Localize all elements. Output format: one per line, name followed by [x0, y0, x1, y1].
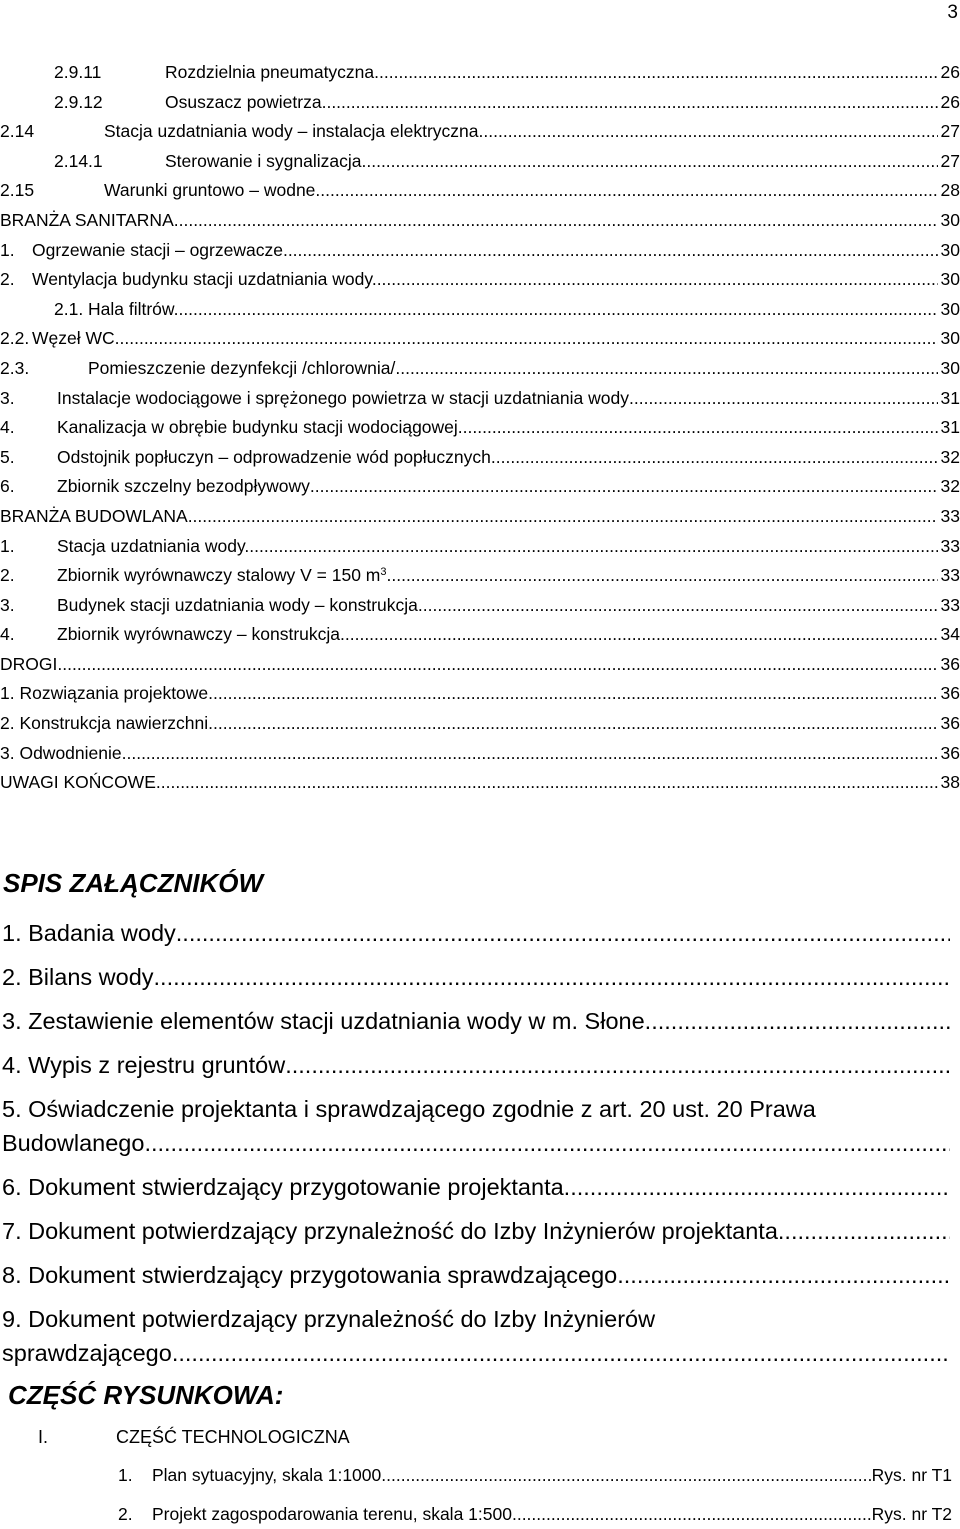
toc-entry-title: Stacja uzdatniania wody – instalacja elektryczna. — [104, 121, 484, 142]
toc-leader-dots — [496, 443, 938, 473]
toc-entry[interactable] — [0, 620, 960, 650]
toc-entry-title: 1. Rozwiązania projektowe — [0, 683, 209, 704]
toc-leader-dots — [161, 768, 938, 798]
toc-entry-title: Wentylacja budynku stacji uzdatniania wody. — [32, 269, 377, 290]
attachment-item[interactable] — [0, 916, 950, 950]
toc-entry[interactable] — [0, 236, 960, 266]
toc-entry-number: 4. — [0, 624, 15, 645]
toc-entry-page: 36 — [940, 742, 960, 763]
toc-entry-title: Instalacje wodociągowe i sprężonego powietrza w stacji uzdatniania wody — [57, 387, 629, 408]
toc-entry-page: 36 — [940, 653, 960, 674]
toc-entry-title: Hala filtrów. — [88, 298, 179, 319]
toc-entry-number: 2.14 — [0, 121, 35, 142]
toc-entry-number: 2.9.12 — [54, 91, 103, 112]
toc-entry[interactable] — [0, 413, 960, 443]
toc-entry-title: Kanalizacja w obrębie budynku stacji wodociągowej. — [57, 417, 463, 438]
attachment-title-line: 9. Dokument potwierdzający przynależność do Izby Inżynierów — [2, 1306, 656, 1332]
drawings-category-number: I. — [38, 1427, 49, 1447]
toc-entry-title: BRANŻA BUDOWLANA — [0, 505, 188, 526]
toc-leader-dots — [377, 265, 938, 295]
toc-entry-page: 30 — [940, 209, 960, 230]
toc-leader-dots — [379, 58, 938, 88]
toc-entry-number: 3. — [0, 387, 15, 408]
toc-entry[interactable] — [0, 709, 960, 739]
toc-entry-page: 30 — [940, 328, 960, 349]
toc-entry[interactable] — [0, 176, 960, 206]
toc-entry-page: 28 — [940, 180, 960, 201]
attachment-title: 2. Bilans wody — [2, 964, 154, 990]
attachment-title: 7. Dokument potwierdzający przynależność do Izby Inżynierów projektanta — [2, 1218, 778, 1244]
toc-entry-title: BRANŻA SANITARNA — [0, 209, 174, 230]
toc-entry[interactable] — [0, 58, 960, 88]
toc-entry[interactable] — [0, 650, 960, 680]
attachment-leader-dots — [285, 1048, 950, 1082]
toc-entry[interactable] — [0, 147, 960, 177]
page-number: 3 — [947, 2, 958, 23]
attachment-title: sprawdzającego — [2, 1340, 172, 1366]
drawings-heading: CZĘŚĆ RYSUNKOWA: — [8, 1380, 284, 1410]
attachment-leader-dots — [645, 1004, 950, 1038]
attachment-item[interactable] — [0, 1048, 950, 1082]
toc-entry-page: 31 — [940, 417, 960, 438]
toc-leader-dots — [208, 709, 937, 739]
attachment-item[interactable] — [0, 1302, 950, 1370]
drawing-title: Plan sytuacyjny, skala 1:1000 — [152, 1465, 382, 1485]
toc-entry-page: 26 — [940, 62, 960, 82]
attachment-item[interactable] — [0, 960, 950, 994]
toc-entry-page: 33 — [940, 565, 960, 586]
toc-entry-number: 3. — [0, 594, 15, 615]
attachment-title: 8. Dokument stwierdzający przygotowania sprawdzającego — [2, 1262, 618, 1288]
toc-leader-dots — [463, 413, 938, 443]
toc-entry[interactable] — [0, 295, 960, 325]
drawings-category-label: CZĘŚĆ TECHNOLOGICZNA — [116, 1427, 350, 1447]
attachment-title: Budowlanego — [2, 1130, 145, 1156]
toc-entry-page: 27 — [940, 150, 960, 171]
toc-entry[interactable] — [0, 206, 960, 236]
toc-entry-number: 1. — [0, 239, 15, 260]
toc-entry-title: UWAGI KOŃCOWE. — [0, 772, 161, 793]
toc-entry-page: 32 — [940, 476, 960, 497]
toc-leader-dots — [387, 561, 938, 591]
toc-entry[interactable] — [0, 739, 960, 769]
toc-entry-page: 30 — [940, 269, 960, 290]
toc-entry-title: Zbiornik wyrównawczy stalowy V = 150 $m^3$ — [57, 565, 387, 586]
toc-entry-page: 31 — [940, 387, 960, 408]
toc-entry-title: Ogrzewanie stacji – ogrzewacze. — [32, 239, 288, 260]
toc-leader-dots — [122, 739, 938, 769]
toc-entry[interactable] — [0, 768, 960, 798]
toc-entry[interactable] — [0, 532, 960, 562]
toc-entry-number: 6. — [0, 476, 15, 497]
toc-entry[interactable] — [0, 561, 960, 591]
toc-leader-dots — [249, 532, 937, 562]
toc-leader-dots — [57, 650, 937, 680]
toc-entry[interactable] — [0, 265, 960, 295]
toc-leader-dots — [423, 591, 938, 621]
attachment-title: 4. Wypis z rejestru gruntów — [2, 1052, 286, 1078]
attachment-leader-dots — [172, 1336, 950, 1370]
toc-entry-page: 30 — [940, 357, 960, 378]
drawing-number: 2. — [118, 1504, 133, 1524]
toc-entry-title: Zbiornik wyrównawczy – konstrukcja. — [57, 624, 345, 645]
toc-entry-number: 2.2. — [0, 328, 30, 349]
toc-entry[interactable] — [0, 88, 960, 118]
attachment-leader-dots — [778, 1214, 950, 1248]
attachment-item[interactable] — [0, 1170, 950, 1204]
toc-entry-page: 34 — [940, 624, 960, 645]
toc-entry-title: 2. Konstrukcja nawierzchni — [0, 713, 209, 734]
toc-entry-page: 33 — [940, 535, 960, 556]
toc-leader-dots — [483, 117, 937, 147]
toc-entry-title: Rozdzielnia pneumatyczna. — [165, 62, 380, 82]
toc-leader-dots — [320, 176, 937, 206]
toc-entry-number: 2. — [0, 269, 15, 290]
toc-entry-number: 1. — [0, 535, 15, 556]
toc-entry-page: 33 — [940, 594, 960, 615]
toc-entry-title: DROGI — [0, 653, 58, 674]
toc-leader-dots — [345, 620, 938, 650]
toc-entry-title: Warunki gruntowo – wodne. — [104, 180, 321, 201]
attachment-item[interactable] — [0, 1004, 950, 1038]
toc-entry-title: Zbiornik szczelny bezodpływowy — [57, 476, 310, 497]
attachment-item[interactable] — [0, 1092, 950, 1160]
attachments-list — [0, 916, 960, 1380]
toc-entry-number: 2.3. — [0, 357, 30, 378]
toc-entry[interactable] — [0, 591, 960, 621]
attachment-title: 3. Zestawienie elementów stacji uzdatniania wody w m. Słone — [2, 1008, 645, 1034]
drawing-leader-dots — [512, 1502, 872, 1526]
attachment-item[interactable] — [0, 1214, 950, 1248]
toc-entry-number: 4. — [0, 417, 15, 438]
toc-entry-page: 36 — [940, 683, 960, 704]
toc-entry-title: Budynek stacji uzdatniania wody – konstrukcja. — [57, 594, 423, 615]
toc-leader-dots — [366, 147, 937, 177]
toc-leader-dots — [208, 679, 937, 709]
toc-entry[interactable] — [0, 384, 960, 414]
attachment-leader-dots — [564, 1170, 950, 1204]
attachment-title: 1. Badania wody — [2, 920, 176, 946]
attachment-leader-dots — [144, 1126, 950, 1160]
drawing-number: 1. — [118, 1465, 133, 1485]
attachment-leader-dots — [154, 960, 950, 994]
toc-entry-title: Osuszacz powietrza. — [165, 91, 327, 112]
toc-entry-superscript: 3 — [380, 566, 387, 579]
toc-entry[interactable] — [0, 117, 960, 147]
toc-leader-dots — [326, 88, 937, 118]
toc-entry-page: 27 — [940, 121, 960, 142]
attachments-heading: SPIS ZAŁĄCZNIKÓW — [3, 868, 263, 898]
toc-entry[interactable] — [0, 443, 960, 473]
drawing-ref: Rys. nr T2 — [871, 1504, 952, 1524]
toc-entry-page: 26 — [940, 91, 960, 112]
toc-entry-page: 38 — [940, 772, 960, 793]
toc-entry-number: 5. — [0, 446, 15, 467]
attachment-item[interactable] — [0, 1258, 950, 1292]
toc-entry[interactable] — [0, 502, 960, 532]
toc-entry-number: 2.14.1 — [54, 150, 103, 171]
toc-entry-page: 32 — [940, 446, 960, 467]
toc-entry[interactable] — [0, 354, 960, 384]
toc-leader-dots — [310, 472, 938, 502]
drawing-title: Projekt zagospodarowania terenu, skala 1:500 — [152, 1504, 512, 1524]
attachment-title-line: 5. Oświadczenie projektanta i sprawdzającego zgodnie z art. 20 ust. 20 Prawa — [2, 1096, 816, 1122]
toc-entry-page: 33 — [940, 505, 960, 526]
toc-entry-title: Odstojnik popłuczyn – odprowadzenie wód popłucznych. — [57, 446, 496, 467]
attachment-leader-dots — [176, 916, 950, 950]
toc-entry[interactable] — [0, 679, 960, 709]
toc-entry-number: 2.1. — [54, 298, 84, 319]
toc-leader-dots — [178, 295, 937, 325]
drawing-ref: Rys. nr T1 — [871, 1465, 952, 1485]
toc-entry-page: 30 — [940, 298, 960, 319]
toc-entry[interactable] — [0, 324, 960, 354]
drawing-leader-dots — [381, 1463, 871, 1487]
toc-entry-title: 3. Odwodnienie — [0, 742, 122, 763]
toc-leader-dots — [400, 354, 937, 384]
toc-entry-page: 36 — [940, 713, 960, 734]
toc-leader-dots — [115, 324, 938, 354]
drawing-item[interactable] — [0, 1463, 952, 1487]
toc-leader-dots — [174, 206, 938, 236]
toc-entry-number: 2.9.11 — [54, 62, 102, 82]
toc-entry-number: 2. — [0, 565, 15, 586]
toc-entry-title: Węzeł WC — [32, 328, 115, 349]
toc-entry-title: Pomieszczenie dezynfekcji /chlorownia/. — [88, 357, 401, 378]
toc-leader-dots — [629, 384, 938, 414]
attachment-title: 6. Dokument stwierdzający przygotowanie projektanta — [2, 1174, 564, 1200]
table-of-contents — [0, 58, 960, 798]
toc-entry-number: 2.15 — [0, 180, 35, 201]
toc-leader-dots — [288, 236, 938, 266]
toc-leader-dots — [188, 502, 938, 532]
toc-entry-page: 30 — [940, 239, 960, 260]
toc-entry-title: Stacja uzdatniania wody. — [57, 535, 250, 556]
drawing-item[interactable] — [0, 1502, 952, 1526]
toc-entry[interactable] — [0, 472, 960, 502]
toc-entry-title: Sterowanie i sygnalizacja. — [165, 150, 367, 171]
attachment-leader-dots — [617, 1258, 950, 1292]
